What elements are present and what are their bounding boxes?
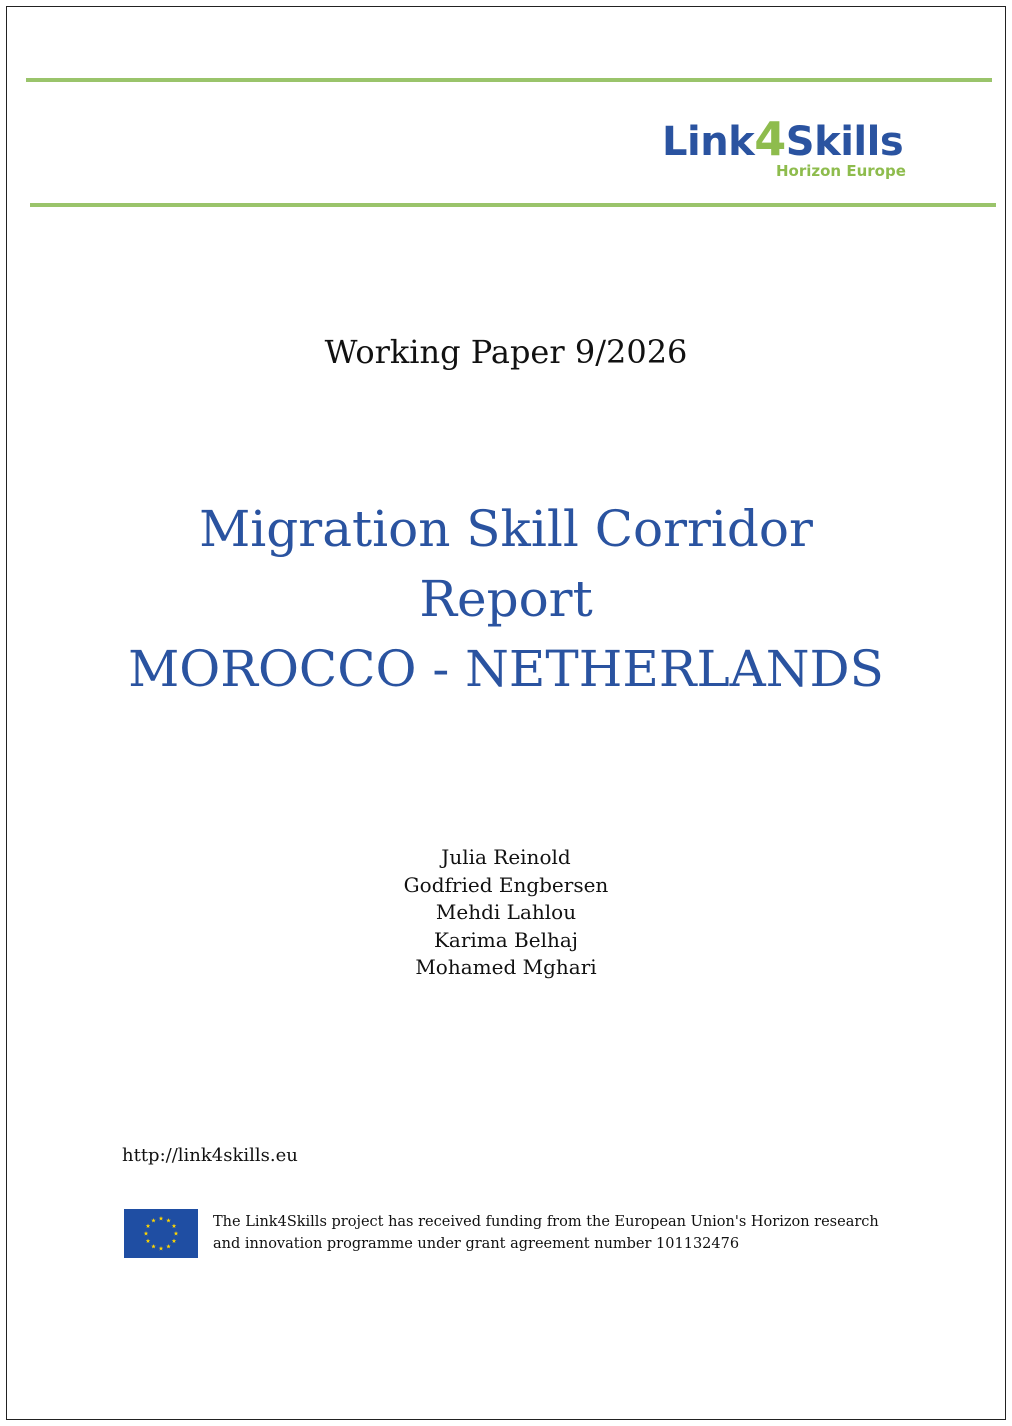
title-line-1: Migration Skill Corridor [199,500,813,558]
working-paper-number: Working Paper 9/2026 [324,333,688,371]
logo-four: 4 [754,112,786,166]
report-title [0,494,1012,704]
page-frame [6,6,1006,1420]
link4skills-logo [662,112,922,186]
funding-line-1: The Link4Skills project has received funding from the European Union's Horizon research [213,1214,879,1230]
author-name: Mohamed Mghari [415,955,597,979]
funding-line-2: and innovation programme under grant agreement number 101132476 [213,1236,740,1252]
website-link[interactable]: http://link4skills.eu [122,1145,298,1166]
header-rule-top [26,78,992,82]
title-line-2: Report [419,570,593,628]
logo-wordmark [662,112,904,166]
logo-subtitle: Horizon Europe [776,162,906,180]
eu-flag-icon [124,1209,198,1258]
funding-statement [213,1211,913,1255]
author-name: Godfried Engbersen [403,872,609,897]
header-rule-bottom [30,203,996,207]
author-name: Julia Reinold [441,845,571,869]
logo-skills: Skills [785,119,904,165]
logo-link: Link [662,119,755,165]
author-name: Mehdi Lahlou [435,900,577,924]
author-name: Karima Belhaj [433,927,578,952]
title-line-3: MOROCCO - NETHERLANDS [128,640,884,698]
author-list [0,844,1012,982]
